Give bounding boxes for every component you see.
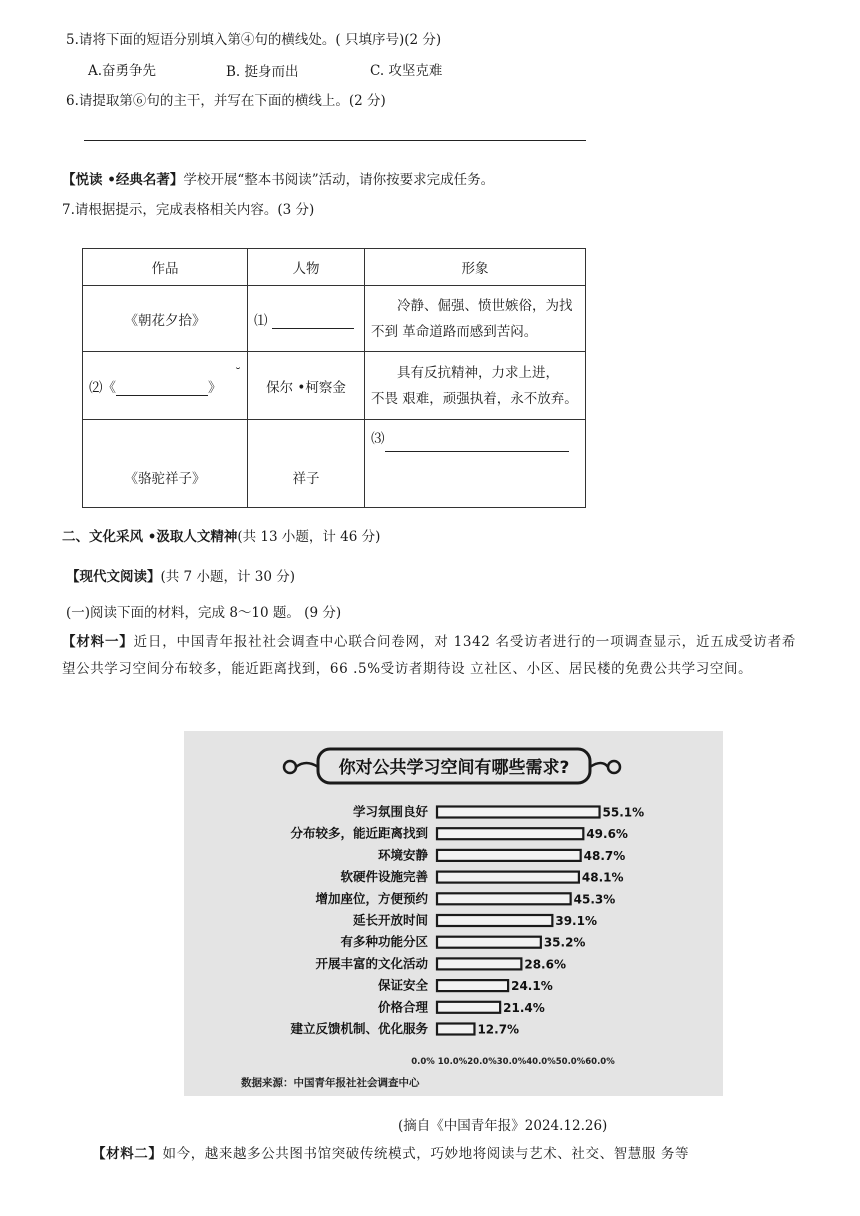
modern-label: 【现代文阅读】 <box>66 569 161 585</box>
option-b: B. 挺身而出 <box>226 64 299 80</box>
bar <box>437 915 552 926</box>
image-blank[interactable] <box>385 435 569 452</box>
yuedu-text: 学校开展“整本书阅读”活动，请你按要求完成任务。 <box>183 172 495 188</box>
table-row <box>83 286 586 352</box>
cell-work <box>83 420 248 508</box>
material-2-text: 如今，越来越多公共图书馆突破传统模式，巧妙地将阅读与艺术、社交、智慧服 务等 <box>162 1146 690 1162</box>
table-row <box>83 420 586 508</box>
value-label: 21.4% <box>503 1000 545 1015</box>
bar <box>437 893 571 904</box>
category-label: 开展丰富的文化活动 <box>315 955 428 971</box>
works-table <box>82 248 586 508</box>
tick-label: 60.0% <box>585 1057 615 1067</box>
work-prefix: ⑵《 <box>89 379 116 396</box>
material-1-label: 【材料一】 <box>62 634 134 650</box>
tick-label: 0.0% <box>411 1057 435 1067</box>
person-name: 祥子 <box>292 471 320 487</box>
header-person: 人物 <box>248 249 365 286</box>
cell-image <box>365 286 586 352</box>
table-header-row <box>83 249 586 286</box>
chart-svg <box>184 731 723 1096</box>
tick-label: 30.0% <box>496 1057 527 1067</box>
value-label: 48.7% <box>583 848 626 863</box>
cell-work <box>83 286 248 352</box>
demand-chart <box>184 731 723 1096</box>
person-blank[interactable] <box>272 312 354 329</box>
question-6: 6.请提取第⑥句的主干，并写在下面的横线上。(2 分) <box>66 93 386 109</box>
bars-layer <box>289 804 644 1067</box>
header-image: 形象 <box>365 249 586 286</box>
table-row <box>83 352 586 420</box>
work-title: 《骆驼祥子》 <box>124 471 206 487</box>
chart-source: 数据来源：中国青年报社社会调查中心 <box>241 1077 420 1089</box>
question-7: 7.请根据提示，完成表格相关内容。(3 分) <box>62 202 315 218</box>
bar <box>437 980 508 991</box>
tick-label: 20.0% <box>467 1057 497 1067</box>
category-label: 有多种功能分区 <box>340 934 428 950</box>
cell-work <box>83 352 248 420</box>
work-blank[interactable] <box>116 379 208 396</box>
stray-mark: ˘ <box>235 366 241 380</box>
cell-person <box>248 352 365 420</box>
image-line: 不到 革命道路而感到苦闷。 <box>371 323 538 340</box>
modern-score: (共 7 小题，计 30 分) <box>160 569 295 585</box>
person-name: 保尔 •柯察金 <box>266 379 346 396</box>
modern-reading-heading <box>66 565 295 585</box>
material-1-text: 近日，中国青年报社社会调查中心联合问卷网，对 1342 名受访者进行的一项调查显示，近五成受访者希望公共学习空间分布较多，能近距离找到，66 .5%受访者期待设 立社区、小区、居民楼的免费公共学习空间。 <box>62 634 796 677</box>
category-label: 分布较多，能近距离找到 <box>290 825 428 841</box>
bar <box>437 937 541 948</box>
material-2 <box>92 1141 796 1168</box>
chart-title-banner <box>284 749 620 783</box>
header-work: 作品 <box>83 249 248 286</box>
value-label: 12.7% <box>477 1022 520 1037</box>
material-2-label: 【材料二】 <box>92 1146 163 1162</box>
answer-line[interactable] <box>84 140 586 141</box>
bar <box>437 958 521 969</box>
cell-person <box>248 420 365 508</box>
value-label: 39.1% <box>555 914 597 928</box>
section-2-score: (共 13 小题，计 46 分) <box>237 529 381 545</box>
chart-caption: (摘自《中国青年报》2024.12.26) <box>398 1118 608 1134</box>
material-1 <box>62 629 796 683</box>
chart-title: 你对公共学习空间有哪些需求? <box>338 758 570 778</box>
value-label: 55.1% <box>602 805 645 820</box>
category-label: 软硬件设施完善 <box>340 869 428 885</box>
blank-number: ⑴ <box>254 312 268 329</box>
tick-label: 10.0% <box>437 1057 468 1067</box>
tick-label: 40.0% <box>526 1057 556 1067</box>
option-a: A.奋勇争先 <box>88 63 157 79</box>
cell-image <box>365 352 586 420</box>
bar <box>437 1024 474 1035</box>
yuedu-intro <box>62 168 494 188</box>
category-label: 保证安全 <box>377 977 428 993</box>
section-2-title: 二、文化采风 •汲取人文精神 <box>62 529 238 545</box>
bar <box>437 850 581 861</box>
cell-image <box>365 420 586 508</box>
part-1-heading: (一)阅读下面的材料，完成 8～10 题。 (9 分) <box>66 605 342 621</box>
image-line: 具有反抗精神，力求上进， <box>397 364 559 381</box>
blank-number: ⑶ <box>371 431 385 447</box>
value-label: 28.6% <box>524 957 567 972</box>
work-suffix: 》 <box>208 379 222 396</box>
category-label: 学习氛围良好 <box>352 804 428 819</box>
value-label: 35.2% <box>543 935 586 950</box>
value-label: 48.1% <box>581 870 624 885</box>
cell-person <box>248 286 365 352</box>
value-label: 24.1% <box>511 979 553 994</box>
bar <box>437 828 583 839</box>
value-label: 49.6% <box>586 827 628 842</box>
image-line: 冷静、倔强、愤世嫉俗，为找 <box>397 297 573 314</box>
category-label: 延长开放时间 <box>352 912 428 928</box>
bar <box>437 872 579 883</box>
option-c: C. 攻坚克难 <box>370 63 443 79</box>
yuedu-label: 【悦读 •经典名著】 <box>62 172 184 188</box>
image-line: 不畏 艰难，顽强执着，永不放弃。 <box>371 390 578 407</box>
bar <box>437 1002 500 1013</box>
category-label: 建立反馈机制、优化服务 <box>290 1021 428 1036</box>
value-label: 45.3% <box>573 892 616 907</box>
work-title: 《朝花夕拾》 <box>124 312 206 329</box>
bar <box>437 807 600 818</box>
tick-label: 50.0% <box>555 1057 586 1067</box>
question-5: 5.请将下面的短语分别填入第④句的横线处。( 只填序号)(2 分) <box>66 32 442 48</box>
section-2-heading <box>62 525 380 545</box>
category-label: 价格合理 <box>377 999 428 1015</box>
category-label: 增加座位，方便预约 <box>315 890 428 906</box>
category-label: 环境安静 <box>377 847 428 863</box>
